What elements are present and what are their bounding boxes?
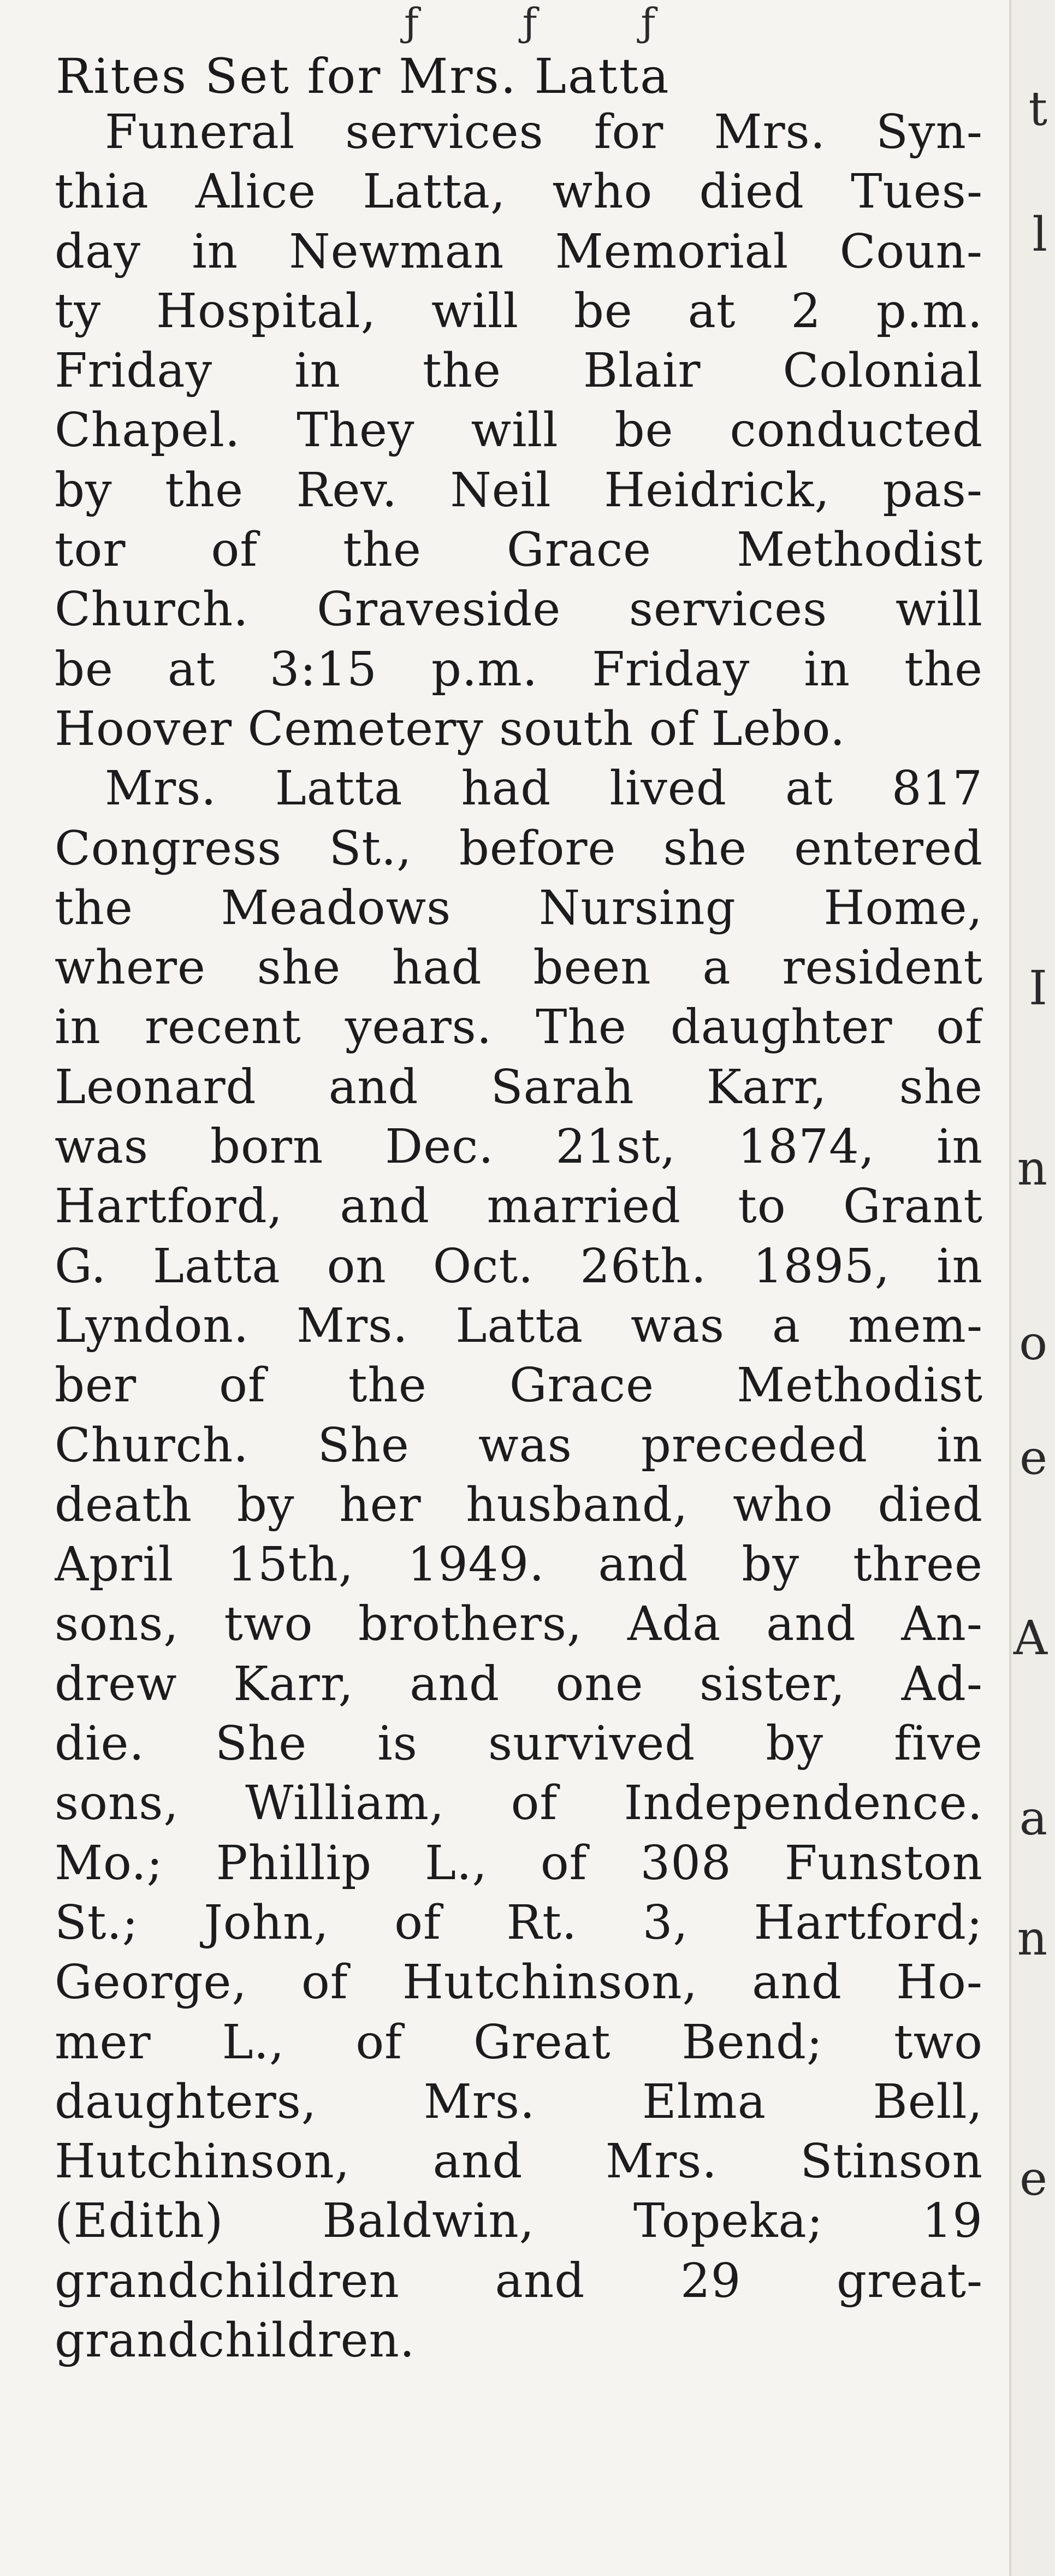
ornament-dingbats <box>404 0 655 45</box>
adjacent-column-fragment: l <box>1032 208 1047 262</box>
article-body <box>55 103 983 2371</box>
article-line: St.; John, of Rt. 3, Hartford; <box>55 1895 983 1950</box>
article-line: Church. She was preceded in <box>55 1418 983 1473</box>
article-line: thia Alice Latta, who died Tues- <box>55 164 983 220</box>
article-line: ty Hospital, will be at 2 p.m. <box>55 283 983 339</box>
article-line: grandchildren and 29 great- <box>55 2253 983 2308</box>
article-line: the Meadows Nursing Home, <box>55 880 983 935</box>
article-line: grandchildren. <box>55 2313 416 2368</box>
adjacent-column-fragment: e <box>1020 2152 1047 2206</box>
adjacent-column-fragment: n <box>1017 1911 1047 1966</box>
ornament-glyph: ƒ <box>522 0 537 45</box>
article-line: Friday in the Blair Colonial <box>55 344 983 399</box>
article-line: Mrs. Latta had lived at 817 <box>105 761 983 816</box>
article-line: death by her husband, who died <box>55 1477 983 1532</box>
article-line: (Edith) Baldwin, Topeka; 19 <box>55 2194 983 2249</box>
article-line: die. She is survived by five <box>55 1716 983 1772</box>
article-line: sons, William, of Independence. <box>55 1776 983 1831</box>
article-line: Lyndon. Mrs. Latta was a mem- <box>55 1298 983 1353</box>
adjacent-column-fragment: o <box>1019 1316 1047 1371</box>
article-line: ber of the Grace Methodist <box>55 1358 983 1413</box>
article-line: Mo.; Phillip L., of 308 Funston <box>55 1835 983 1891</box>
ornament-glyph: ƒ <box>641 0 655 45</box>
article-line: Leonard and Sarah Karr, she <box>55 1059 983 1115</box>
article-line: was born Dec. 21st, 1874, in <box>55 1120 983 1175</box>
article-line: Hoover Cemetery south of Lebo. <box>55 701 846 756</box>
article-line: daughters, Mrs. Elma Bell, <box>55 2074 983 2129</box>
article-line: in recent years. The daughter of <box>55 1000 983 1055</box>
adjacent-column-fragment: a <box>1019 1791 1047 1846</box>
adjacent-column-fragment: I <box>1029 961 1047 1016</box>
article-line: sons, two brothers, Ada and An- <box>55 1597 983 1652</box>
article-line: George, of Hutchinson, and Ho- <box>55 1955 983 2010</box>
adjacent-column-fragment: n <box>1017 1141 1047 1196</box>
ornament-glyph: ƒ <box>404 0 419 45</box>
article-line: by the Rev. Neil Heidrick, pas- <box>55 463 983 518</box>
article-line: G. Latta on Oct. 26th. 1895, in <box>55 1239 983 1294</box>
article-headline: Rites Set for Mrs. Latta <box>56 48 671 104</box>
article-line: Funeral services for Mrs. Syn- <box>105 105 983 159</box>
article-line: mer L., of Great Bend; two <box>55 2015 983 2070</box>
article-line: tor of the Grace Methodist <box>55 523 983 578</box>
article-line: be at 3:15 p.m. Friday in the <box>55 642 983 697</box>
adjacent-column-fragment: A <box>1013 1611 1047 1666</box>
article-line: Chapel. They will be conducted <box>55 403 983 458</box>
adjacent-column-fragment: t <box>1028 82 1047 137</box>
adjacent-column-edge <box>1009 0 1055 2576</box>
article-line: Congress St., before she entered <box>55 821 983 876</box>
article-line: Church. Graveside services will <box>55 582 983 637</box>
article-line: April 15th, 1949. and by three <box>55 1537 983 1592</box>
article-line: where she had been a resident <box>55 940 983 996</box>
article-line: day in Newman Memorial Coun- <box>55 224 983 279</box>
adjacent-column-fragment: e <box>1020 1431 1047 1485</box>
article-line: Hutchinson, and Mrs. Stinson <box>55 2134 983 2189</box>
article-line: drew Karr, and one sister, Ad- <box>55 1656 983 1712</box>
article-line: Hartford, and married to Grant <box>55 1179 983 1234</box>
